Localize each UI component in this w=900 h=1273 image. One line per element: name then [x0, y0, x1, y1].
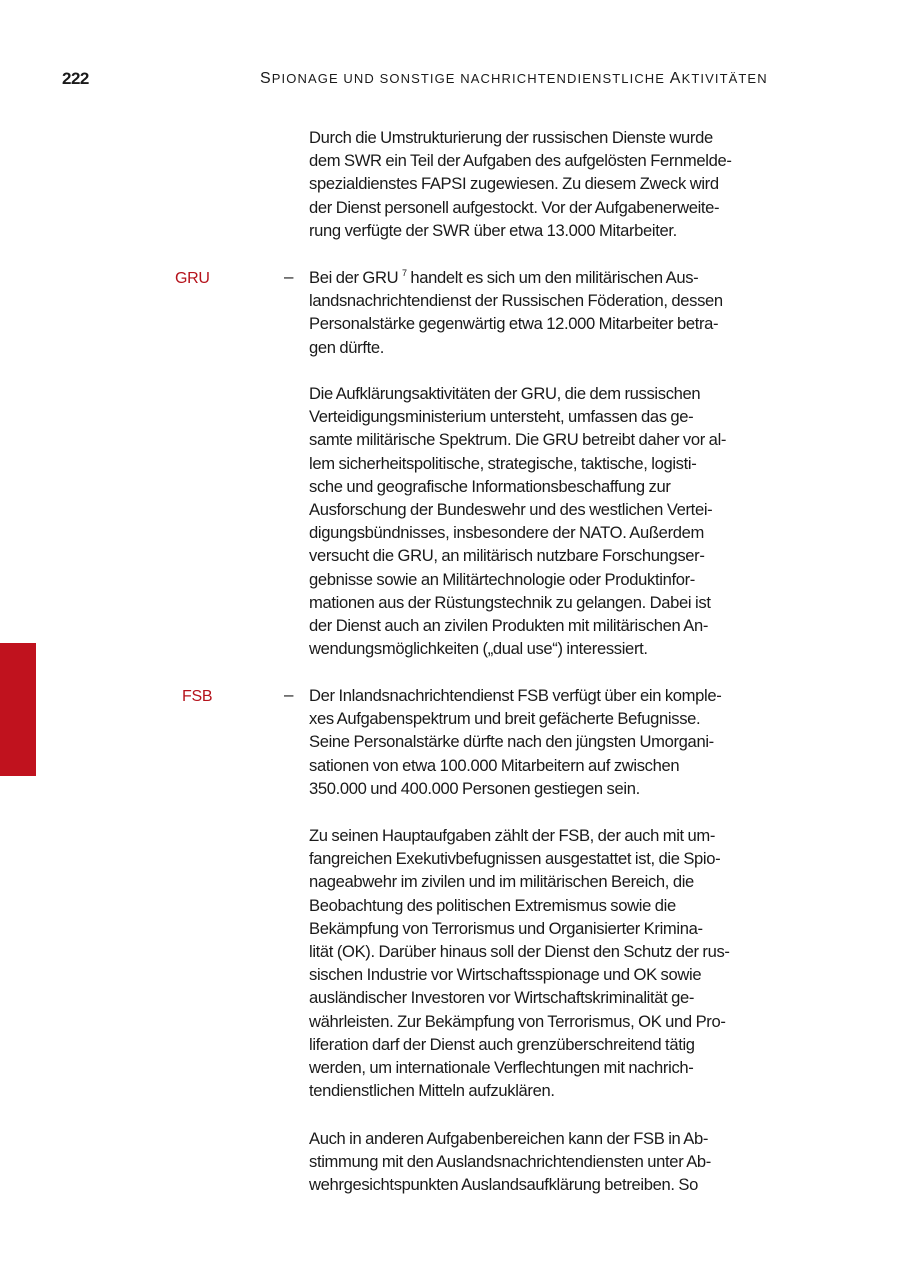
text-line: mationen aus der Rüstungstechnik zu gelangen. Dabei ist: [309, 592, 711, 612]
text-line: lität (OK). Darüber hinaus soll der Dienst den Schutz der rus-: [309, 942, 730, 962]
text-line: samte militärische Spektrum. Die GRU betreibt daher vor al-: [309, 430, 727, 450]
running-head-cap-2: A: [669, 70, 682, 87]
text-line: Bekämpfung von Terrorismus und Organisierter Krimina-: [309, 918, 703, 938]
text-line: Zu seinen Hauptaufgaben zählt der FSB, der auch mit um-: [309, 826, 716, 845]
text-line: landsnachrichtendienst der Russischen Föderation, dessen: [309, 291, 723, 311]
running-head-text-1: PIONAGE UND SONSTIGE NACHRICHTENDIENSTLICHE: [271, 71, 670, 86]
footnote-marker: 7: [401, 268, 407, 278]
text-line: spezialdienstes FAPSI zugewiesen. Zu diesem Zweck wird: [309, 174, 719, 194]
text-line: gen dürfte.: [309, 337, 384, 357]
text-line: stimmung mit den Auslandsnachrichtendiensten unter Ab-: [309, 1152, 711, 1172]
text-line: dem SWR ein Teil der Aufgaben des aufgelösten Fernmelde-: [309, 151, 732, 171]
text-line: wendungsmöglichkeiten („dual use“) interessiert.: [309, 639, 648, 659]
paragraph-fsb-tasks: [309, 824, 809, 1102]
text-line: währleisten. Zur Bekämpfung von Terrorismus, OK und Pro-: [309, 1011, 726, 1031]
text-line: tendienstlichen Mitteln aufzuklären.: [309, 1081, 555, 1101]
paragraph-gru-intro: [309, 266, 809, 359]
text-line: sationen von etwa 100.000 Mitarbeitern auf zwischen: [309, 755, 680, 775]
text-line: Auch in anderen Aufgabenbereichen kann der FSB in Ab-: [309, 1129, 709, 1148]
text-line: Verteidigungsministerium untersteht, umfassen das ge-: [309, 407, 694, 427]
running-head-cap-1: S: [260, 70, 272, 87]
text-line: [309, 266, 809, 289]
text-line: rung verfügte der SWR über etwa 13.000 Mitarbeiter.: [309, 220, 677, 240]
text-line: gebnisse sowie an Militärtechnologie oder Produktinfor-: [309, 569, 695, 589]
chapter-edge-marker: [0, 643, 36, 776]
text-line: sche und geografische Informationsbeschaffung zur: [309, 476, 671, 496]
section-label-fsb: FSB: [182, 688, 213, 705]
text-line: Seine Personalstärke dürfte nach den jüngsten Umorgani-: [309, 732, 714, 752]
text-line: werden, um internationale Verflechtungen mit nachrich-: [309, 1058, 694, 1078]
text-line: digungsbündnisses, insbesondere der NATO. Außerdem: [309, 523, 704, 543]
text-fragment: handelt es sich um den militärischen Aus-: [406, 268, 699, 287]
text-line: wehrgesichtspunkten Auslandsaufklärung betreiben. So: [309, 1175, 698, 1195]
text-line: Ausforschung der Bundeswehr und des westlichen Vertei-: [309, 500, 713, 520]
text-line: fangreichen Exekutivbefugnissen ausgestattet ist, die Spio-: [309, 849, 721, 869]
text-fragment: Bei der GRU: [309, 268, 402, 287]
text-line: Beobachtung des politischen Extremismus sowie die: [309, 895, 676, 915]
list-dash: –: [284, 267, 294, 286]
text-line: liferation darf der Dienst auch grenzüberschreitend tätig: [309, 1034, 695, 1054]
text-line: sischen Industrie vor Wirtschaftsspionage und OK sowie: [309, 965, 702, 985]
text-line: Die Aufklärungsaktivitäten der GRU, die dem russischen: [309, 384, 701, 403]
text-line: lem sicherheitspolitische, strategische, taktische, logisti-: [309, 453, 697, 473]
text-line: ausländischer Investoren vor Wirtschaftskriminalität ge-: [309, 988, 695, 1008]
text-line: Durch die Umstrukturierung der russischen Dienste wurde: [309, 128, 713, 147]
text-line: Personalstärke gegenwärtig etwa 12.000 Mitarbeiter betra-: [309, 314, 719, 334]
text-line: xes Aufgabenspektrum und breit gefächerte Befugnisse.: [309, 709, 701, 729]
text-line: der Dienst personell aufgestockt. Vor der Aufgabenerweite-: [309, 197, 720, 217]
paragraph-gru-activities: [309, 382, 809, 660]
text-line: nageabwehr im zivilen und im militärischen Bereich, die: [309, 872, 694, 892]
running-head-text-2: KTIVITÄTEN: [681, 71, 768, 86]
text-line: der Dienst auch an zivilen Produkten mit militärischen An-: [309, 616, 709, 636]
paragraph-swr-continuation: [309, 126, 809, 242]
running-head: [260, 70, 768, 88]
paragraph-fsb-foreign: [309, 1127, 809, 1197]
text-line: 350.000 und 400.000 Personen gestiegen sein.: [309, 778, 640, 798]
text-line: versucht die GRU, an militärisch nutzbare Forschungser-: [309, 546, 705, 566]
text-line: Der Inlandsnachrichtendienst FSB verfügt über ein komple-: [309, 686, 722, 705]
paragraph-fsb-intro: [309, 684, 809, 800]
section-label-gru: GRU: [175, 270, 210, 287]
list-dash: –: [284, 685, 294, 704]
page-number: 222: [62, 69, 89, 88]
